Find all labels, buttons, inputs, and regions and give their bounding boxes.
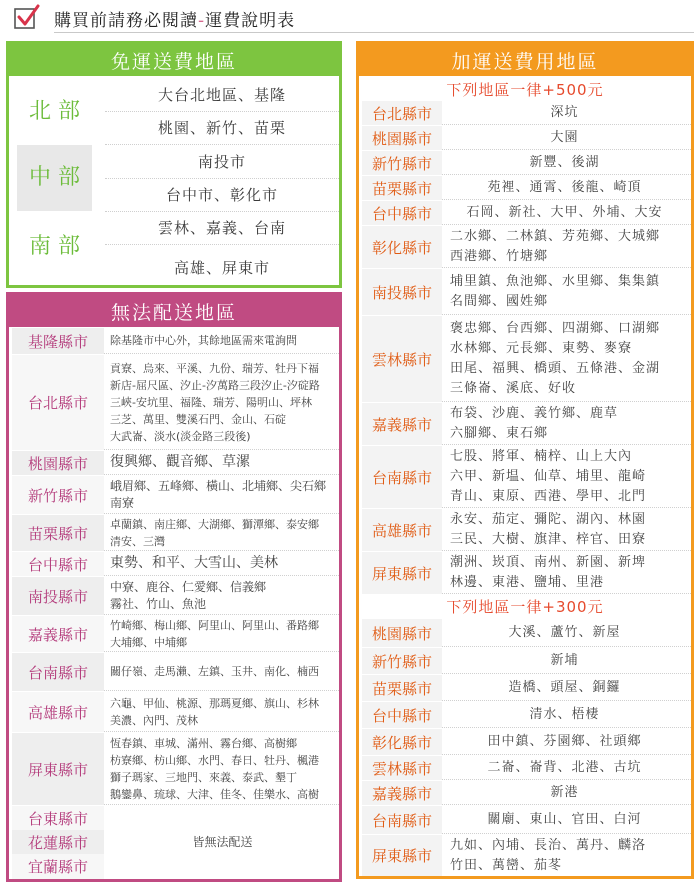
region-north: 北 部 [29, 99, 80, 124]
county-name: 嘉義縣市 [12, 616, 104, 652]
county-areas: 七股、將軍、楠梓、山上大內 六甲、新塭、仙草、埔里、龍崎 青山、東原、西港、學甲、北門 [442, 446, 691, 508]
page-title [54, 6, 295, 31]
county-name: 桃園縣市 [12, 451, 104, 475]
surcharge-row [359, 176, 691, 200]
county-areas: 東勢、和平、大雪山、美林 [104, 552, 339, 576]
surcharge-row [359, 151, 691, 175]
county-areas: 深坑 [442, 101, 691, 125]
county-name: 彰化縣市 [362, 729, 442, 755]
county-areas: 大溪、蘆竹、新屋 [442, 619, 691, 647]
header-divider [54, 32, 694, 33]
title-separator: - [198, 11, 206, 31]
county-name: 嘉義縣市 [362, 781, 442, 805]
county-areas: 新港 [442, 781, 691, 805]
checkbox-check-icon [14, 4, 40, 30]
county-name: 台中縣市 [362, 702, 442, 728]
county-areas: 新豐、後湖 [442, 151, 691, 175]
surcharge-row [359, 702, 691, 728]
title-main: 購買前請務必閱讀 [54, 11, 198, 31]
surcharge-row [359, 806, 691, 834]
county-name: 苗栗縣市 [12, 515, 104, 551]
county-name: 雲林縣市 [362, 316, 442, 402]
county-name: 台北縣市 [12, 355, 104, 450]
county-name: 台北縣市 [362, 101, 442, 125]
county-name: 屏東縣市 [362, 835, 442, 876]
county-name: 台東縣市 [12, 806, 104, 830]
no-delivery-row [9, 476, 339, 514]
surcharge-row [359, 675, 691, 701]
county-areas: 卓蘭鎮、南庄鄉、大湖鄉、獅潭鄉、泰安鄉 清安、三灣 [104, 515, 339, 551]
surcharge-row [359, 619, 691, 647]
county-areas: 造橋、頭屋、銅鑼 [442, 675, 691, 701]
county-areas: 大園 [442, 126, 691, 150]
surcharge-row [359, 648, 691, 674]
county-areas: 苑裡、通霄、後龍、崎頂 [442, 176, 691, 200]
extra-fee-section [356, 41, 694, 879]
free-row: 大台北地區、基隆 [105, 78, 339, 112]
county-name: 台中縣市 [362, 201, 442, 225]
no-delivery-row [9, 577, 339, 615]
county-areas: 關廟、東山、官田、白河 [442, 806, 691, 834]
county-name: 南投縣市 [12, 577, 104, 615]
county-areas: 田中鎮、芬園鄉、社頭鄉 [442, 729, 691, 755]
no-delivery-row [9, 355, 339, 450]
county-areas: 六龜、甲仙、桃源、那瑪夏鄉、旗山、杉林 美濃、內門、茂林 [104, 692, 339, 732]
no-delivery-row [9, 552, 339, 576]
surcharge-row [359, 552, 691, 594]
surcharge-row [359, 403, 691, 445]
surcharge-row [359, 226, 691, 268]
county-name: 高雄縣市 [362, 509, 442, 551]
surcharge-row [359, 781, 691, 805]
free-row: 雲林、嘉義、台南 [105, 211, 339, 245]
free-row: 台中市、彰化市 [105, 178, 339, 212]
page-header [0, 0, 700, 34]
county-areas: 二水鄉、二林鎮、芳苑鄉、大城鄉 西港鄉、竹塘鄉 [442, 226, 691, 268]
county-name: 新竹縣市 [362, 151, 442, 175]
county-areas: 竹崎鄉、梅山鄉、阿里山、阿里山、番路鄉 大埔鄉、中埔鄉 [104, 616, 339, 652]
title-sub: 運費說明表 [205, 11, 296, 31]
extra-fee-title: 加運送費用地區 [359, 44, 691, 76]
no-delivery-row [9, 616, 339, 652]
no-delivery-counties [12, 806, 104, 879]
surcharge-500-heading: 下列地區一律+500元 [446, 80, 604, 99]
county-areas: 埔里鎮、魚池鄉、水里鄉、集集鎮 名間鄉、國姓鄉 [442, 269, 691, 315]
county-name: 南投縣市 [362, 269, 442, 315]
county-name: 彰化縣市 [362, 226, 442, 268]
county-areas: 潮洲、崁頂、南州、新園、新埤 林邊、東港、鹽埔、里港 [442, 552, 691, 594]
county-name: 台中縣市 [12, 552, 104, 576]
free-row: 桃園、新竹、苗栗 [105, 111, 339, 145]
county-name: 宜蘭縣市 [12, 854, 104, 879]
county-name: 雲林縣市 [362, 756, 442, 780]
county-name: 屏東縣市 [362, 552, 442, 594]
county-name: 高雄縣市 [12, 692, 104, 732]
region-south: 南 部 [29, 234, 80, 259]
no-delivery-row [9, 328, 339, 354]
surcharge-row [359, 509, 691, 551]
county-areas: 除基隆市中心外，其餘地區需來電詢問 [104, 328, 339, 354]
surcharge-row [359, 201, 691, 225]
county-areas: 峨眉鄉、五峰鄉、橫山、北埔鄉、尖石鄉 南寮 [104, 476, 339, 514]
county-areas: 貢寮、烏來、平溪、九份、瑞芳、牡丹下福 新店-屈尺區、汐止-汐萬路三段汐止-汐碇路 三峽-安坑里、福隆、瑞芳、陽明山、坪林 三芝、萬里、雙溪石門、金山、石碇 大武崙、淡水(淡金路三段後) [104, 355, 339, 450]
county-areas: 關仔嶺、走馬瀨、左鎮、玉井、南化、楠西 [104, 653, 339, 691]
county-name: 台南縣市 [362, 446, 442, 508]
surcharge-row [359, 126, 691, 150]
county-name: 桃園縣市 [362, 126, 442, 150]
county-name: 屏東縣市 [12, 733, 104, 805]
county-areas: 石岡、新社、大甲、外埔、大安 [442, 201, 691, 225]
no-delivery-group [9, 806, 339, 879]
county-areas: 永安、茄定、彌陀、湖內、林園 三民、大樹、旗津、梓官、田寮 [442, 509, 691, 551]
surcharge-row [359, 269, 691, 315]
surcharge-row [359, 835, 691, 876]
no-delivery-row [9, 515, 339, 551]
surcharge-row [359, 756, 691, 780]
surcharge-row [359, 729, 691, 755]
region-central: 中 部 [17, 145, 92, 211]
no-delivery-row [9, 692, 339, 732]
county-name: 花蓮縣市 [12, 830, 104, 854]
free-shipping-section [6, 41, 342, 288]
no-delivery-row [9, 451, 339, 475]
no-delivery-note: 皆無法配送 [192, 835, 253, 849]
county-areas: 新埔 [442, 648, 691, 674]
county-name: 新竹縣市 [12, 476, 104, 514]
no-delivery-section [6, 292, 342, 882]
county-name: 桃園縣市 [362, 619, 442, 647]
free-row: 南投市 [105, 145, 339, 179]
free-shipping-title: 免運送費地區 [9, 44, 339, 76]
surcharge-300-heading: 下列地區一律+300元 [446, 597, 604, 616]
county-name: 台南縣市 [12, 653, 104, 691]
county-areas: 布袋、沙鹿、義竹鄉、鹿草 六腳鄉、東石鄉 [442, 403, 691, 445]
surcharge-row [359, 316, 691, 402]
county-name: 基隆縣市 [12, 328, 104, 354]
county-name: 新竹縣市 [362, 648, 442, 674]
county-name: 嘉義縣市 [362, 403, 442, 445]
county-areas: 恆春鎮、車城、滿州、霧台鄉、高樹鄉 枋寮鄉、枋山鄉、水門、春日、牡丹、楓港 獅子瑪家、三地門、來義、泰武、墾丁 鵝鑾鼻、琉球、大津、佳冬、佳樂水、高樹 [104, 733, 339, 805]
county-name: 苗栗縣市 [362, 176, 442, 200]
surcharge-row [359, 101, 691, 125]
free-row: 高雄、屏東市 [173, 258, 270, 277]
no-delivery-row [9, 733, 339, 805]
county-areas: 二崙、崙背、北港、古坑 [442, 756, 691, 780]
county-areas: 復興鄉、觀音鄉、草漯 [104, 451, 339, 475]
county-areas: 褒忠鄉、台西鄉、四湖鄉、口湖鄉 水林鄉、元長鄉、東勢、麥寮 田尾、福興、橋頭、五條港、金湖 三條崙、溪底、好收 [442, 316, 691, 402]
no-delivery-title: 無法配送地區 [9, 295, 339, 327]
county-areas: 九如、內埔、長治、萬丹、麟洛 竹田、萬巒、茄苳 [450, 837, 647, 873]
county-areas: 清水、梧棲 [442, 702, 691, 728]
county-areas: 中寮、鹿谷、仁愛鄉、信義鄉 霧社、竹山、魚池 [104, 577, 339, 615]
no-delivery-row [9, 653, 339, 691]
surcharge-row [359, 446, 691, 508]
county-name: 台南縣市 [362, 806, 442, 834]
county-name: 苗栗縣市 [362, 675, 442, 701]
